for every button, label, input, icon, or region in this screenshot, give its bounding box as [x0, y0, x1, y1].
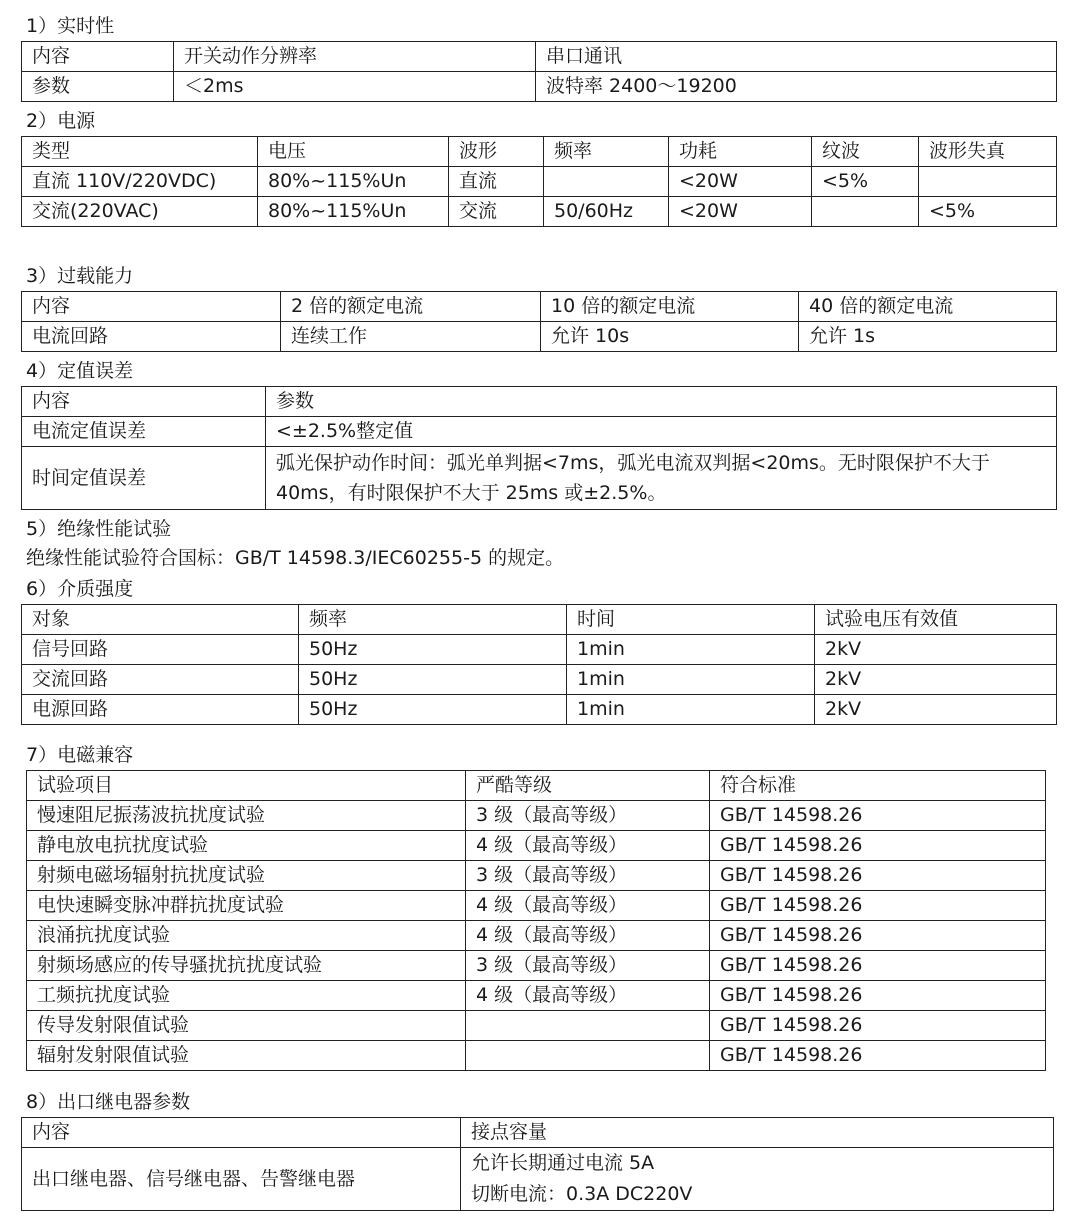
table-row: [22, 387, 1057, 417]
table-row: [22, 197, 1057, 227]
table-cell: <±2.5%整定值: [266, 417, 1057, 447]
table-row: [22, 695, 1057, 725]
table-cell: GB/T 14598.26: [710, 1011, 1046, 1041]
table-cell: 工频抗扰度试验: [27, 981, 466, 1011]
table-row: [22, 322, 1057, 352]
table-cell: GB/T 14598.26: [710, 1041, 1046, 1071]
table-cell: 2kV: [815, 635, 1057, 665]
table-row: [22, 1118, 1054, 1148]
table-cell: <20W: [669, 167, 812, 197]
table-cell: 交流: [449, 197, 544, 227]
table-header-cell: 类型: [22, 137, 258, 167]
table-row: [27, 891, 1046, 921]
power-table: [21, 136, 1057, 227]
table-cell: 交流(220VAC): [22, 197, 258, 227]
table-cell: 电流定值误差: [22, 417, 266, 447]
table-cell: [919, 167, 1057, 197]
section-title-setting-error: 4）定值误差: [26, 360, 134, 382]
table-header-cell: 纹波: [812, 137, 919, 167]
table-row: [22, 292, 1057, 322]
table-row: [22, 167, 1057, 197]
table-cell: 信号回路: [22, 635, 299, 665]
table-cell: 40 倍的额定电流: [799, 292, 1057, 322]
table-header-cell: 试验项目: [27, 771, 466, 801]
table-cell: 50/60Hz: [544, 197, 669, 227]
table-row: [22, 417, 1057, 447]
table-row: [27, 861, 1046, 891]
table-cell: GB/T 14598.26: [710, 981, 1046, 1011]
table-cell: GB/T 14598.26: [710, 831, 1046, 861]
table-cell: 2kV: [815, 695, 1057, 725]
table-cell: 4 级（最高等级）: [466, 831, 710, 861]
table-row: [27, 921, 1046, 951]
table-row: [22, 635, 1057, 665]
table-header-cell: 波形失真: [919, 137, 1057, 167]
table-header-cell: 波形: [449, 137, 544, 167]
table-cell: [466, 1011, 710, 1041]
relay-table: [21, 1117, 1054, 1211]
table-cell: GB/T 14598.26: [710, 951, 1046, 981]
table-cell: <5%: [812, 167, 919, 197]
table-cell: 电流回路: [22, 322, 281, 352]
table-cell: 内容: [22, 387, 266, 417]
table-cell: 允许 1s: [799, 322, 1057, 352]
table-cell: 慢速阻尼振荡波抗扰度试验: [27, 801, 466, 831]
table-cell: 参数: [22, 72, 174, 102]
table-header-cell: 对象: [22, 605, 299, 635]
table-header-cell: 试验电压有效值: [815, 605, 1057, 635]
setting-error-table: [21, 386, 1057, 510]
table-cell: 2 倍的额定电流: [281, 292, 541, 322]
table-header-cell: 频率: [299, 605, 567, 635]
table-cell: 4 级（最高等级）: [466, 981, 710, 1011]
table-cell: 参数: [266, 387, 1057, 417]
table-cell: 允许 10s: [541, 322, 799, 352]
table-cell: GB/T 14598.26: [710, 891, 1046, 921]
insulation-text: 绝缘性能试验符合国标：GB/T 14598.3/IEC60255-5 的规定。: [26, 547, 565, 569]
table-cell: [461, 1148, 1054, 1211]
table-header-cell: 严酷等级: [466, 771, 710, 801]
table-cell: 10 倍的额定电流: [541, 292, 799, 322]
table-cell: 弧光保护动作时间：弧光单判据<7ms，弧光电流双判据<20ms。无时限保护不大于 40ms，有时限保护不大于 25ms 或±2.5%。: [266, 447, 1057, 510]
section-title-realtime: 1）实时性: [26, 15, 115, 37]
table-cell: 4 级（最高等级）: [466, 891, 710, 921]
table-row: [27, 951, 1046, 981]
table-row: [27, 831, 1046, 861]
table-cell: 3 级（最高等级）: [466, 801, 710, 831]
table-cell: GB/T 14598.26: [710, 801, 1046, 831]
table-cell: 串口通讯: [536, 42, 1057, 72]
table-cell: 1min: [567, 695, 815, 725]
table-cell: 出口继电器、信号继电器、告警继电器: [22, 1148, 461, 1211]
table-cell: GB/T 14598.26: [710, 861, 1046, 891]
table-cell: [812, 197, 919, 227]
table-cell: 内容: [22, 292, 281, 322]
table-row: [22, 665, 1057, 695]
section-title-insulation: 5）绝缘性能试验: [26, 518, 172, 540]
table-cell: 50Hz: [299, 635, 567, 665]
table-cell: [544, 167, 669, 197]
realtime-table: [21, 41, 1057, 102]
table-cell: 80%~115%Un: [258, 197, 449, 227]
table-row: [22, 72, 1057, 102]
table-cell: 交流回路: [22, 665, 299, 695]
table-cell: [466, 1041, 710, 1071]
table-cell: 直流: [449, 167, 544, 197]
dielectric-table: [21, 604, 1057, 725]
table-row: [22, 1148, 1054, 1211]
table-cell: 3 级（最高等级）: [466, 951, 710, 981]
table-cell: 传导发射限值试验: [27, 1011, 466, 1041]
section-title-dielectric: 6）介质强度: [26, 578, 134, 600]
table-cell: 开关动作分辨率: [174, 42, 536, 72]
table-cell: 4 级（最高等级）: [466, 921, 710, 951]
table-cell: 3 级（最高等级）: [466, 861, 710, 891]
table-row: [22, 605, 1057, 635]
table-cell: 直流 110V/220VDC): [22, 167, 258, 197]
table-cell: 80%~115%Un: [258, 167, 449, 197]
section-title-emc: 7）电磁兼容: [26, 744, 134, 766]
table-row: [27, 771, 1046, 801]
table-header-cell: 频率: [544, 137, 669, 167]
table-cell: 时间定值误差: [22, 447, 266, 510]
table-cell: 电快速瞬变脉冲群抗扰度试验: [27, 891, 466, 921]
table-cell: <5%: [919, 197, 1057, 227]
table-header-cell: 功耗: [669, 137, 812, 167]
table-row: [27, 981, 1046, 1011]
table-cell: 波特率 2400～19200: [536, 72, 1057, 102]
table-cell: 静电放电抗扰度试验: [27, 831, 466, 861]
table-cell: ＜2ms: [174, 72, 536, 102]
table-row: [27, 801, 1046, 831]
table-cell: 辐射发射限值试验: [27, 1041, 466, 1071]
table-row: [27, 1011, 1046, 1041]
table-row: [22, 447, 1057, 510]
relay-break-line: 切断电流：0.3A DC220V: [471, 1183, 693, 1205]
table-cell: 接点容量: [461, 1118, 1054, 1148]
table-cell: 连续工作: [281, 322, 541, 352]
table-row: [22, 137, 1057, 167]
table-cell: 内容: [22, 42, 174, 72]
table-row: [27, 1041, 1046, 1071]
section-title-relay: 8）出口继电器参数: [26, 1091, 191, 1113]
table-header-cell: 时间: [567, 605, 815, 635]
relay-current-line: 允许长期通过电流 5A: [471, 1152, 655, 1174]
table-cell: 射频场感应的传导骚扰抗扰度试验: [27, 951, 466, 981]
section-title-power: 2）电源: [26, 110, 96, 132]
table-cell: 50Hz: [299, 665, 567, 695]
table-cell: 1min: [567, 665, 815, 695]
table-cell: 射频电磁场辐射抗扰度试验: [27, 861, 466, 891]
table-header-cell: 符合标准: [710, 771, 1046, 801]
table-cell: GB/T 14598.26: [710, 921, 1046, 951]
table-cell: 电源回路: [22, 695, 299, 725]
table-cell: <20W: [669, 197, 812, 227]
emc-table: [26, 770, 1046, 1071]
table-cell: 内容: [22, 1118, 461, 1148]
section-title-overload: 3）过载能力: [26, 265, 134, 287]
table-row: [22, 42, 1057, 72]
overload-table: [21, 291, 1057, 352]
table-header-cell: 电压: [258, 137, 449, 167]
table-cell: 50Hz: [299, 695, 567, 725]
table-cell: 浪涌抗扰度试验: [27, 921, 466, 951]
table-cell: 2kV: [815, 665, 1057, 695]
table-cell: 1min: [567, 635, 815, 665]
